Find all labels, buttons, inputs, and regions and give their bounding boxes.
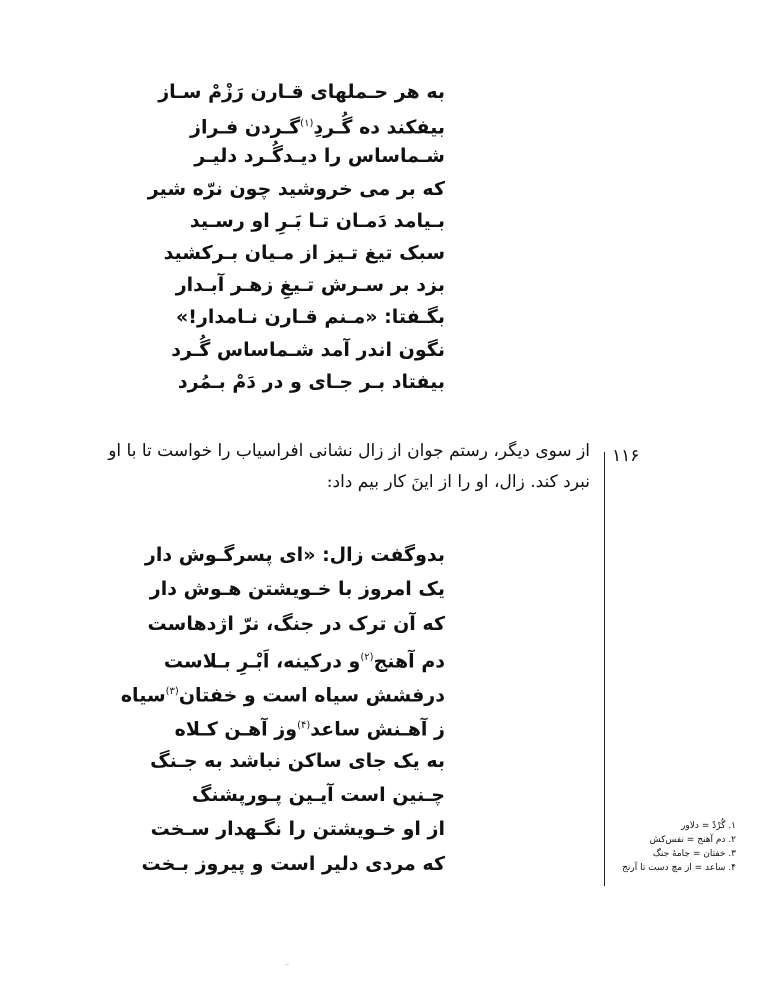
prose-line-2: نبرد کند. زال، او را از اینَ کار بیم داد: [326,472,590,492]
verse-block-2 [120,538,445,881]
verse_block_2-line-1: بدوگفت زال: «ای پسرگـوش دار [144,544,445,566]
prose-paragraph [72,436,590,498]
verse_block_1-line-9: نگون اندر آمد شـماساس گُـرد [171,338,445,361]
verse_block_1-line-3: شـماساس را دیـدگُـرد دلیـر [194,145,445,168]
verse_block_1-line-8: بگـفتا: «مـنم قـارن نـامدار!» [176,306,445,329]
verse_block_1-line-6: سبک تیغ تـیز از مـیان بـرکشید [163,241,445,264]
footnote-marker: (۱) [300,118,314,130]
verse_block_2-line-6: ز آهـنش ساعد$^{(۴)}$وز آهـن کـلاه [174,718,445,741]
footnote-2: ۲. دم آهنج = نفس‌کش [649,835,736,845]
verse_block_2-line-10: که مردی دلیر است و پیروز بـخت [141,852,445,875]
footnotes [608,819,736,875]
page-speck [286,964,289,965]
verse_block_1-line-5: بـیامد دَمـان تـا بَـرِ او رسـید [189,209,445,232]
footnote-marker: (۲) [360,651,374,663]
verse_block_2-line-2: یک امروز با خـویشتن هـوش دار [149,578,445,601]
verse_block_2-line-9: از او خـویشتن را نگـهدار سـخت [150,818,445,841]
verse_block_2-line-3: که آن ترک در جنگ، نرّ اژدهاست [147,612,445,635]
verse-block-1 [147,76,445,398]
verse_block_2-line-7: به یک جای ساکن نباشد به جـنگ [150,749,445,772]
section-number: ۱۱۶ [612,446,640,466]
verse_block_2-line-8: چـنین است آیـین پـورپشنگ [191,784,445,807]
verse_block_1-line-10: بیفتاد بـر جـای و در دَمْ بـمُرد [177,370,445,393]
verse_block_2-line-5: درفشش سیاه است و خفتان$^{(۳)}$سیاه [120,684,445,707]
verse_block_1-line-7: بزد بر سـرش تـیغِ زهـر آبـدار [175,274,445,297]
footnote-marker: (۴) [297,720,311,732]
verse_block_1-line-2: بیفکند ده گُـردِ$^{(۱)}$گـردن فـراز [190,116,445,139]
footnote-3: ۳. خفتان = جامهٔ جنگ [652,849,736,859]
footnote-marker: (۳) [165,686,179,698]
verse_block_2-line-4: دم آهنج$^{(۲)}$و درکینه، اَبْـرِ بـلاست [163,650,445,673]
verse_block_1-line-1: به هر حـملهای قـارن رَزْمْ سـاز [158,81,445,103]
footnote-4: ۴. ساعد = از مچ دست تا آرنج [622,863,736,873]
margin-rule [604,452,605,886]
prose-line-1: از سوی دیگر، رستم جوان از زال نشانی افراسیاب را خواست تا با او [108,441,590,461]
verse_block_1-line-4: که بر می خروشید چون نرّه شیر [147,177,445,200]
footnote-1: ۱. گُرْدْ = دلاور [681,821,736,831]
